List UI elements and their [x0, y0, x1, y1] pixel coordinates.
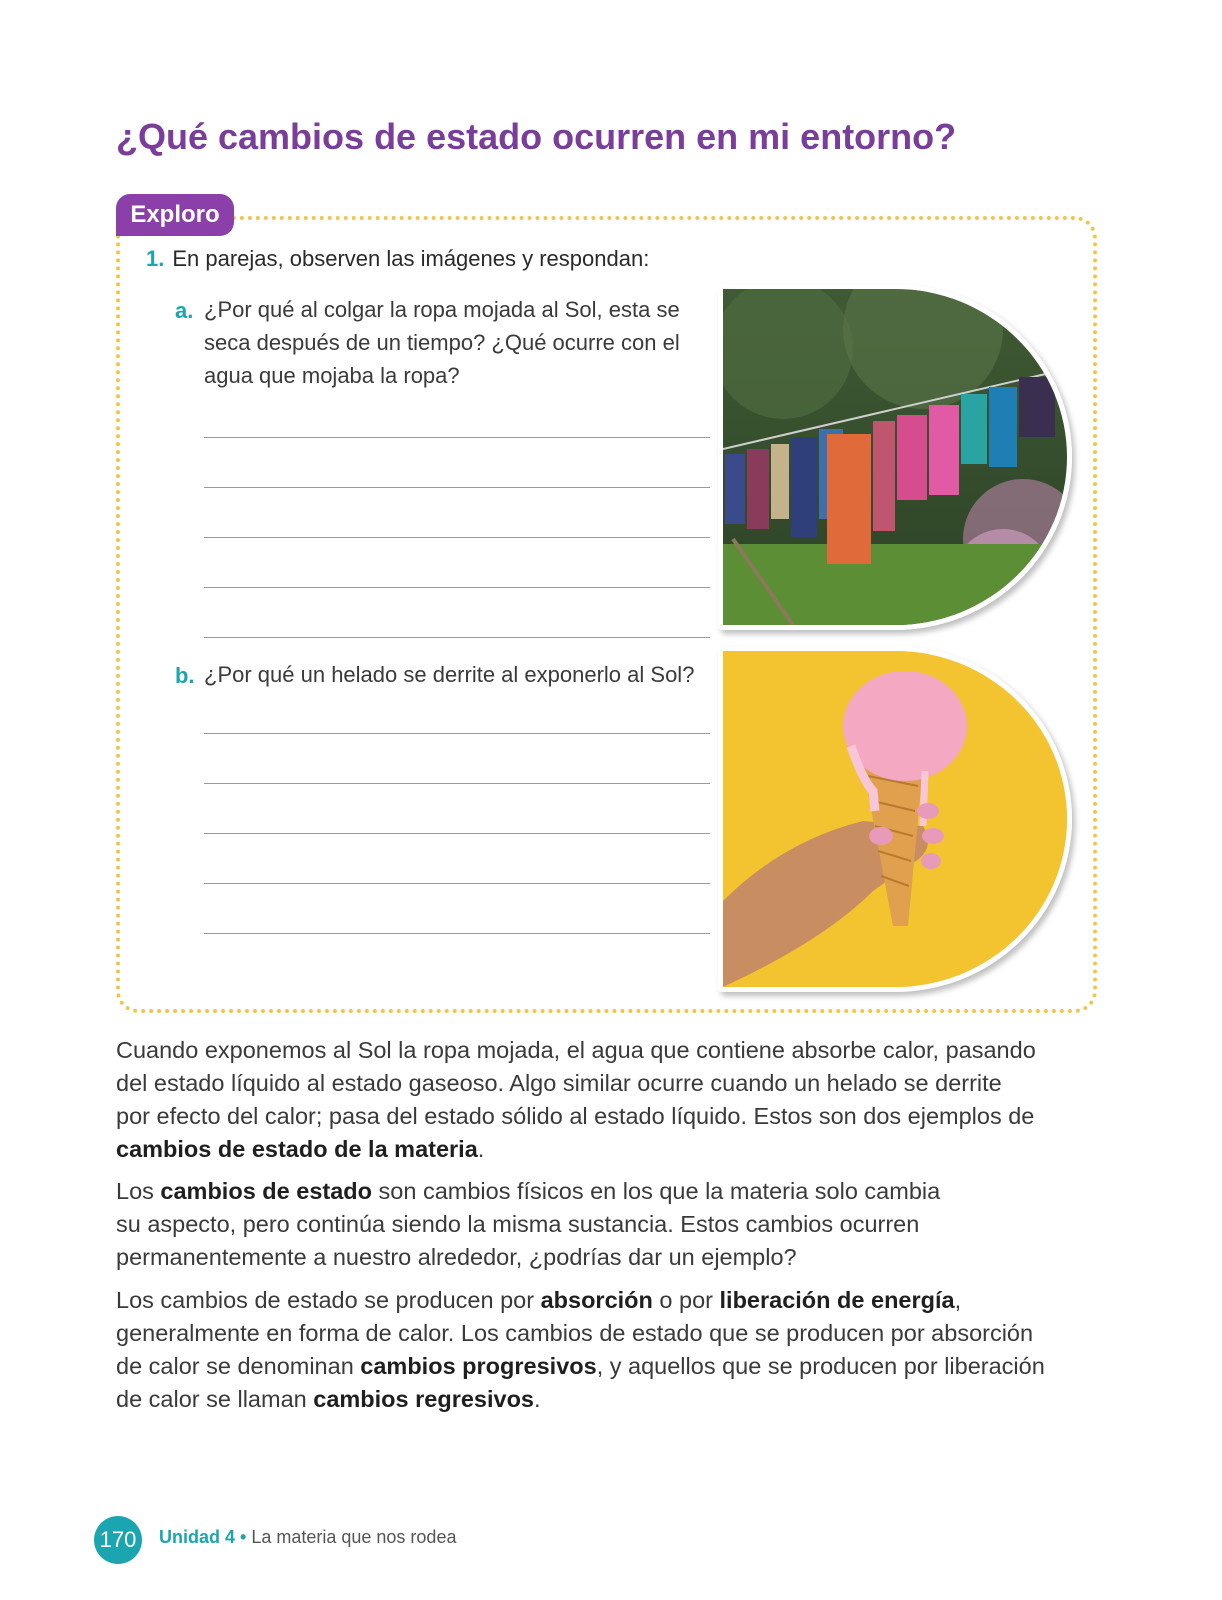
paragraph-3	[116, 1284, 1045, 1416]
text-line: su aspecto, pero continúa siendo la misma sustancia. Estos cambios ocurren	[116, 1211, 920, 1237]
text-line: .	[477, 1136, 485, 1162]
bold-term: cambios progresivos	[360, 1353, 597, 1379]
answer-line[interactable]	[204, 733, 710, 734]
footer-separator: •	[235, 1527, 252, 1547]
text-line: por efecto del calor; pasa del estado sólido al estado líquido. Estos son dos ejemplos de	[116, 1103, 1035, 1129]
answer-line[interactable]	[204, 637, 710, 638]
question-b-text: ¿Por qué un helado se derrite al exponerlo al Sol?	[204, 662, 695, 687]
explore-tag: Exploro	[116, 194, 234, 236]
page-number: 170	[94, 1516, 142, 1564]
text-line: de calor se llaman	[116, 1386, 314, 1412]
question-a-line: agua que mojaba la ropa?	[204, 363, 460, 388]
text-line: Cuando exponemos al Sol la ropa mojada, el agua que contiene absorbe calor, pasando	[116, 1037, 1036, 1063]
answer-line[interactable]	[204, 587, 710, 588]
text-line: permanentemente a nuestro alrededor, ¿podrías dar un ejemplo?	[116, 1244, 797, 1270]
bold-term: liberación de energía	[719, 1287, 955, 1313]
text-line: , y aquellos que se producen por liberación	[596, 1353, 1045, 1379]
text-line: o por	[652, 1287, 720, 1313]
unit-label: Unidad 4	[159, 1527, 236, 1547]
unit-title: La materia que nos rodea	[251, 1527, 457, 1547]
ice-cream-image	[723, 651, 1067, 987]
text-line: ,	[954, 1287, 962, 1313]
question-number: 1.	[146, 246, 165, 271]
text-line: Los cambios de estado se producen por	[116, 1287, 541, 1313]
question-text: En parejas, observen las imágenes y respondan:	[172, 246, 650, 271]
question-a-line: ¿Por qué al colgar la ropa mojada al Sol, esta se	[204, 297, 680, 322]
question-a-line: seca después de un tiempo? ¿Qué ocurre con el	[204, 330, 680, 355]
text-line: Los	[116, 1178, 161, 1204]
clothesline-image	[723, 289, 1067, 625]
question-1	[146, 246, 649, 272]
clothesline-photo	[718, 284, 1072, 630]
bold-term: cambios de estado	[160, 1178, 372, 1204]
text-line: .	[534, 1386, 541, 1412]
answer-line[interactable]	[204, 437, 710, 438]
bold-term: cambios regresivos	[313, 1386, 534, 1412]
paragraph-2	[116, 1175, 940, 1274]
page-title: ¿Qué cambios de estado ocurren en mi entorno?	[116, 116, 957, 157]
bold-term: absorción	[540, 1287, 653, 1313]
ice-cream-photo	[718, 646, 1072, 992]
text-line: de calor se denominan	[116, 1353, 361, 1379]
question-a-text	[204, 293, 680, 392]
question-a-letter: a.	[175, 298, 194, 323]
bold-term: cambios de estado de la materia	[116, 1136, 478, 1162]
answer-line[interactable]	[204, 783, 710, 784]
answer-line[interactable]	[204, 933, 710, 934]
text-line: son cambios físicos en los que la materia solo cambia	[372, 1178, 941, 1204]
answer-line[interactable]	[204, 487, 710, 488]
text-line: generalmente en forma de calor. Los cambios de estado que se producen por absorción	[116, 1320, 1034, 1346]
text-line: del estado líquido al estado gaseoso. Algo similar ocurre cuando un helado se derrite	[116, 1070, 1002, 1096]
answer-line[interactable]	[204, 537, 710, 538]
answer-line[interactable]	[204, 833, 710, 834]
paragraph-1	[116, 1034, 1036, 1166]
answer-line[interactable]	[204, 883, 710, 884]
question-b-letter: b.	[175, 663, 195, 688]
footer	[159, 1527, 456, 1548]
